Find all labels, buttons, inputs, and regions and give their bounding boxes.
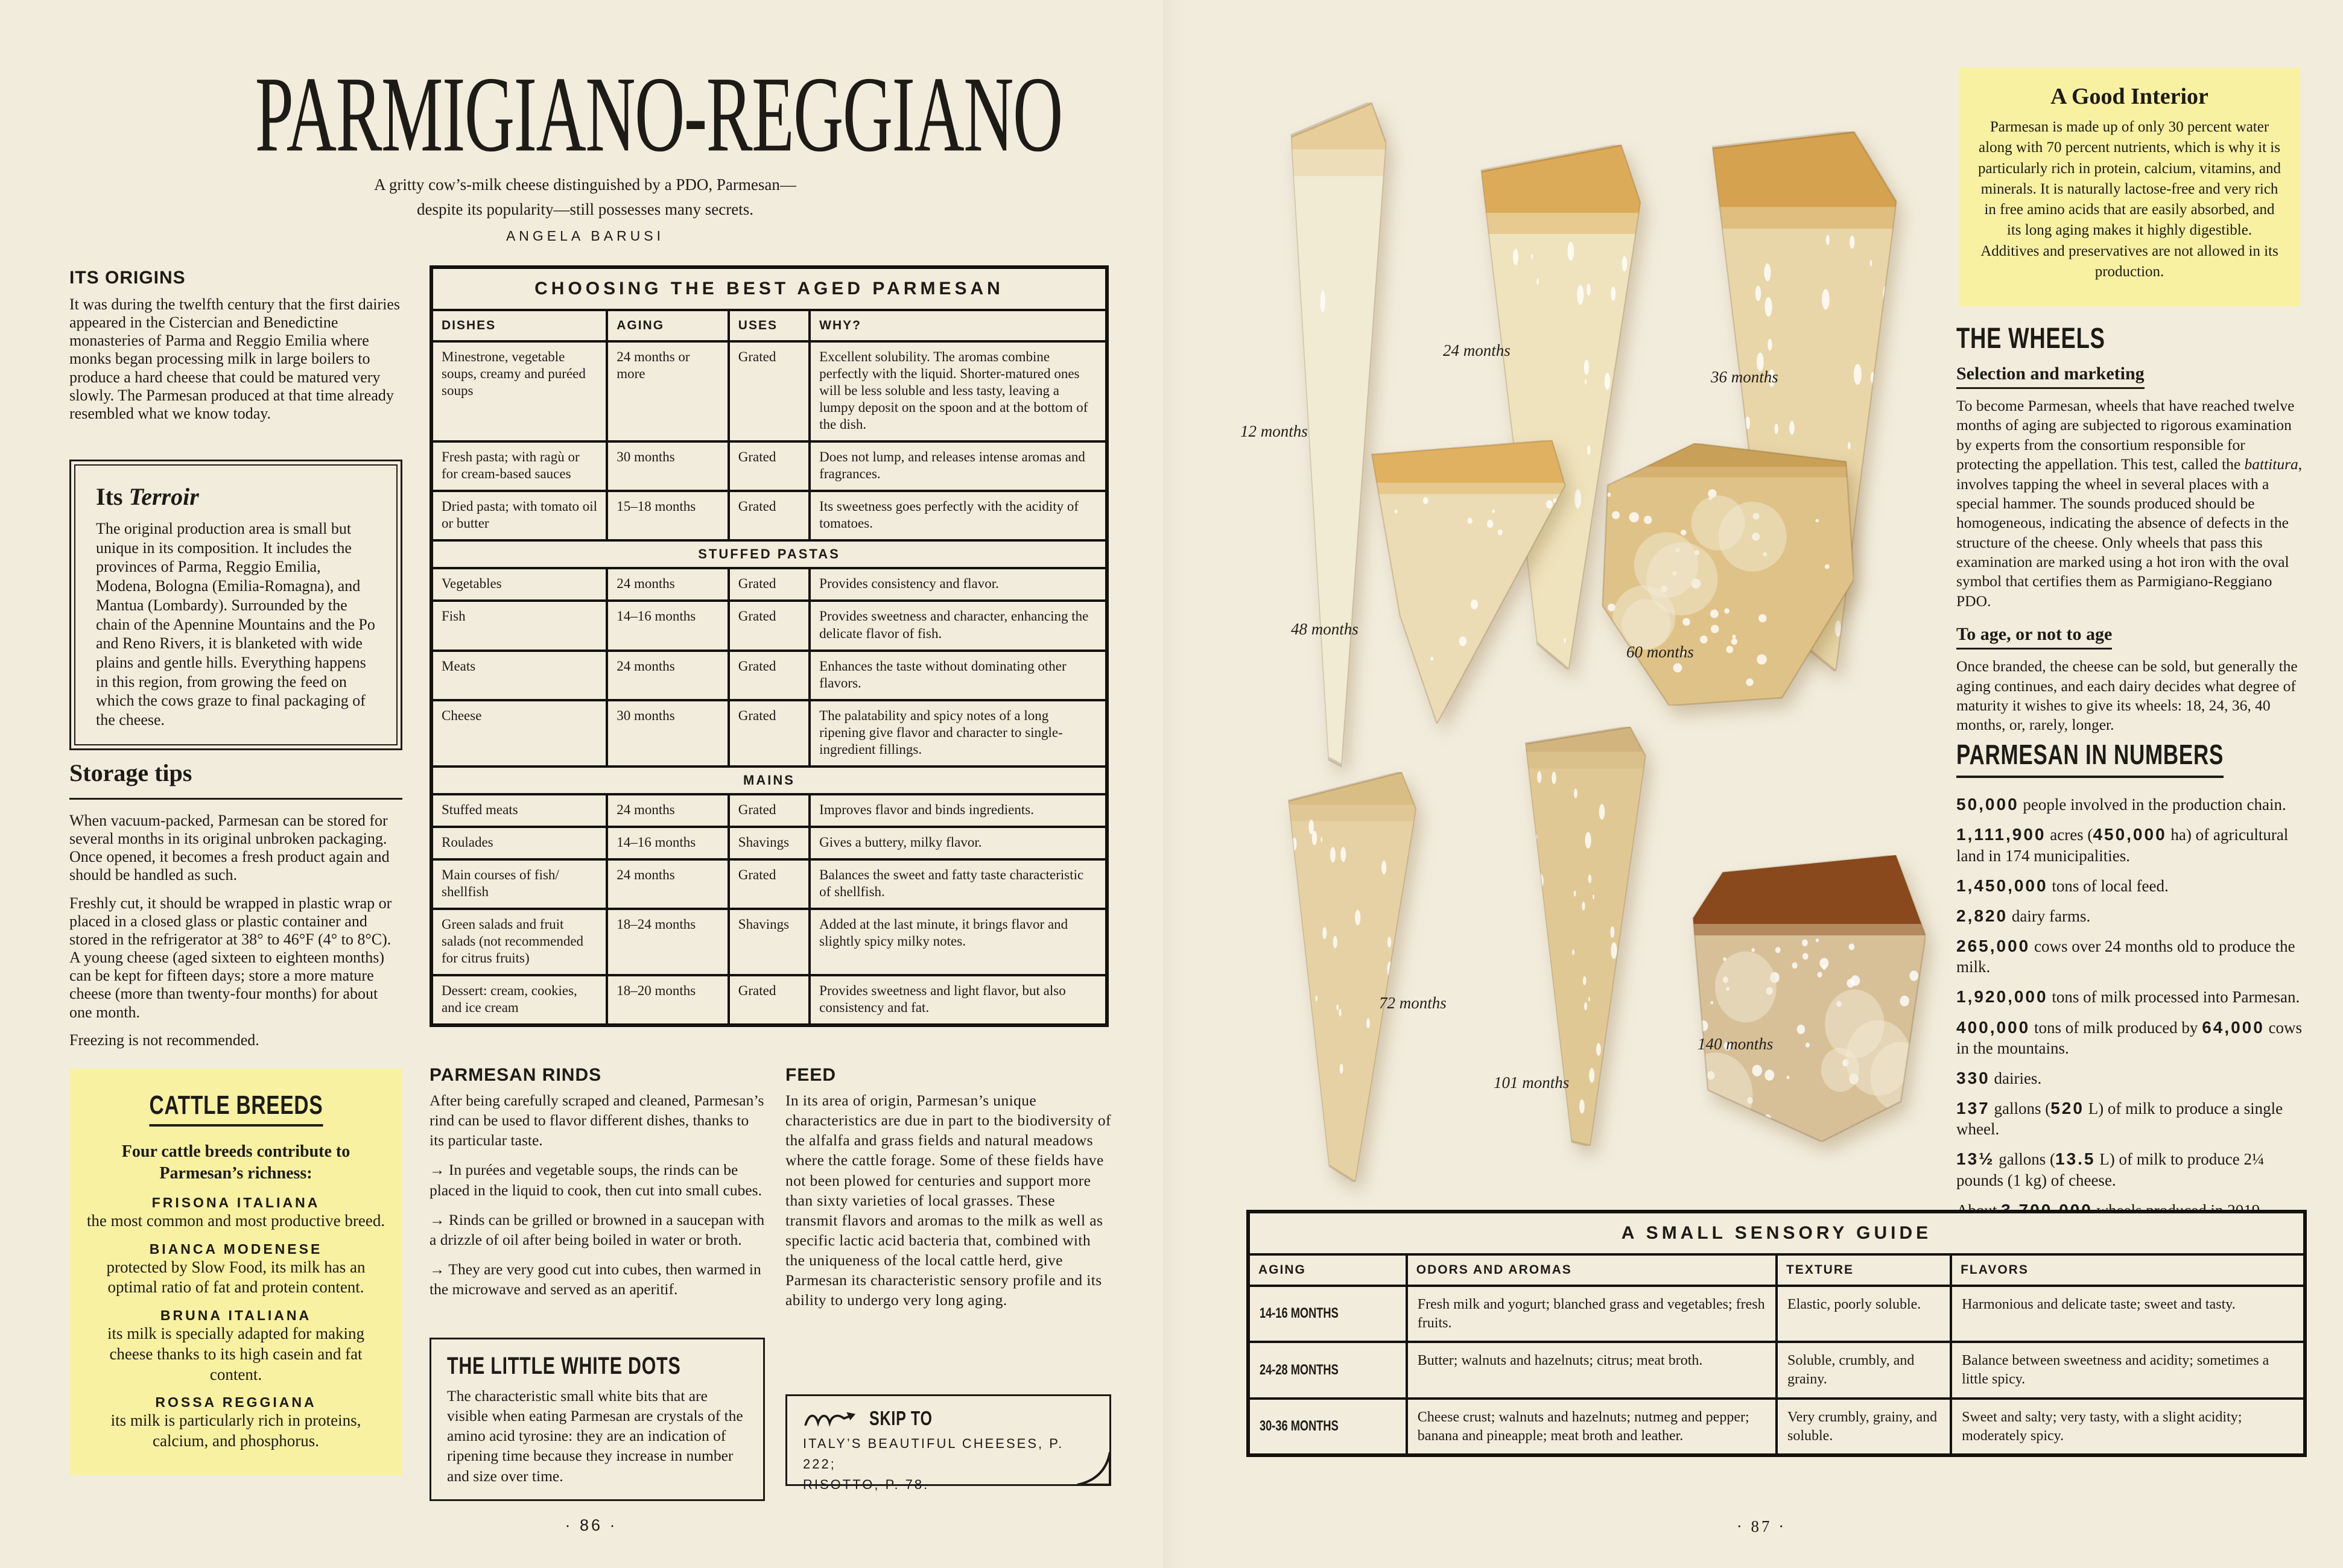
aged-row: [431, 568, 1107, 601]
cattle-intro: Four cattle breeds contribute to Parmesan’s richness:: [121, 1142, 350, 1183]
skip-to-refs: [803, 1434, 1094, 1495]
aged-cell: 24 months or more: [607, 341, 729, 441]
aged-cell: Fresh pasta; with ragù or for cream-based sauces: [431, 441, 607, 491]
storage-heading: Storage tips: [69, 759, 402, 800]
storage-para: Freshly cut, it should be wrapped in plastic wrap or placed in a closed glass or plastic container and stored in the refrigerator at 38° to 46°F (4° to 8°C). A young cheese (aged sixteen to eighteen months) can be kept for fifteen days; store a more mature cheese (more than twenty-four months) for about one month.: [69, 894, 392, 1021]
aged-row: [431, 441, 1107, 491]
number-value: 400,000: [1956, 1017, 2031, 1037]
number-value: 520: [2050, 1099, 2084, 1118]
sensory-col-header: TEXTURE: [1777, 1254, 1951, 1286]
aged-cell: Stuffed meats: [431, 794, 607, 827]
wedge-label-140-months: 140 months: [1698, 1035, 1774, 1053]
aged-cell: Grated: [729, 700, 810, 767]
page-fold: [1163, 0, 1184, 1568]
aged-row: [431, 491, 1107, 540]
terroir-box: [69, 460, 402, 750]
number-value: 50,000: [1956, 795, 2019, 814]
breed-name: BIANCA MODENESE: [149, 1241, 323, 1257]
terroir-body: The original production area is small but unique in its composition. It includes the provinces of Parma, Reggio Emilia, Modena, Bologna (Emilia-Romagna), and Mantua (Lombardy). Surrounded by the chain of the Apennine Mountains and the Po and Reno Rivers, it is blanketed with wide plains and gentle hills. Everything happens in this region, from growing the feed on which the cows graze to final packaging of the cheese.: [96, 520, 375, 729]
aged-parmesan-table: [430, 265, 1109, 1027]
number-value: 1,920,000: [1956, 987, 2048, 1007]
aged-cell: Green salads and fruit salads (not recommended for citrus fruits): [431, 909, 607, 975]
terroir-heading: Its Terroir: [96, 483, 199, 510]
sensory-texture: Very crumbly, grainy, and soluble.: [1777, 1399, 1951, 1455]
aged-cell: Vegetables: [431, 568, 607, 601]
cheese-wedge-72-months: [1274, 772, 1419, 1182]
sensory-flavors: Harmonious and delicate taste; sweet and tasty.: [1951, 1286, 2305, 1342]
sensory-row: [1248, 1286, 2305, 1342]
aged-cell: Gives a buttery, milky flavor.: [810, 827, 1107, 859]
sensory-row: [1248, 1399, 2305, 1455]
aged-cell: 30 months: [607, 700, 729, 767]
aged-col-header: AGING: [607, 310, 729, 341]
aged-row: [431, 909, 1107, 975]
cattle-heading: CATTLE BREEDS: [149, 1090, 323, 1127]
wheels-subhead-2: To age, or not to age: [1956, 624, 2112, 650]
aged-cell: Grated: [729, 441, 810, 491]
wedge-label-24-months: 24 months: [1443, 341, 1511, 359]
aged-row: [431, 794, 1107, 827]
aged-cell: 15–18 months: [607, 491, 729, 540]
number-item: 1,111,900 acres (450,000 ha) of agricultural land in 174 municipalities.: [1956, 825, 2289, 865]
sensory-row: [1248, 1342, 2305, 1398]
breed-desc: protected by Slow Food, its milk has an optimal ratio of fat and protein content.: [106, 1257, 366, 1297]
feed-body: In its area of origin, Parmesan’s unique characteristics are due in part to the biodiversity of the alfalfa and grass fields and natural meadows where the cattle forage. Some of these fields have not been plowed for centuries and support more than sixty varieties of local grasses. These transmit flavors and aromas to the milk as well as specific lactic acid bacteria that, combined with the uniqueness of the local cattle herd, give Parmesan its characteristic sensory profile and its ability to undergo very long aging.: [785, 1092, 1111, 1309]
sensory-flavors: Balance between sweetness and acidity; sometimes a little spicy.: [1951, 1342, 2305, 1398]
folio-right: · 87 ·: [1736, 1517, 1787, 1535]
number-value: 64,000: [2202, 1017, 2265, 1037]
number-item: 265,000 cows over 24 months old to produce the milk.: [1956, 937, 2295, 976]
number-item: 2,820 dairy farms.: [1956, 906, 2091, 925]
breed-desc: the most common and most productive breed.: [86, 1211, 385, 1230]
aged-cell: Minestrone, vegetable soups, creamy and puréed soups: [431, 341, 607, 441]
number-value: 450,000: [2093, 825, 2167, 844]
aged-cell: Shavings: [729, 909, 810, 975]
aged-cell: Grated: [729, 341, 810, 441]
sensory-table-wrap: [1246, 1210, 2307, 1457]
aged-row: [431, 651, 1107, 700]
aged-cell: Grated: [729, 859, 810, 909]
wedge-label-12-months: 12 months: [1240, 422, 1308, 440]
aged-col-header: DISHES: [431, 310, 607, 341]
numbers-heading: PARMESAN IN NUMBERS: [1956, 738, 2224, 778]
aged-cell: Grated: [729, 568, 810, 601]
rinds-section: [430, 1065, 765, 1309]
white-dots-body: The characteristic small white bits that are visible when eating Parmesan are crystals of the amino acid tyrosine: they are an indication of ripening time because they increase in number and size over time.: [447, 1387, 743, 1485]
author-byline: ANGELA BARUSI: [506, 228, 665, 244]
white-dots-box: [430, 1338, 765, 1501]
aged-cell: 14–16 months: [607, 601, 729, 650]
sensory-flavors: Sweet and salty; very tasty, with a slight acidity; moderately spicy.: [1951, 1399, 2305, 1455]
aged-cell: Excellent solubility. The aromas combine perfectly with the liquid. Shorter-matured ones will be less soluble and less tasty, leaving a lumpy deposit on the spoon and at the bottom of the dish.: [810, 341, 1107, 441]
aged-cell: Grated: [729, 794, 810, 827]
breed-item: [86, 1195, 385, 1231]
aged-cell: Meats: [431, 651, 607, 700]
number-item: 330 dairies.: [1956, 1068, 2042, 1087]
wedge-label-101-months: 101 months: [1494, 1073, 1570, 1092]
aged-section-row: MAINS: [431, 767, 1107, 794]
aged-cell: 14–16 months: [607, 827, 729, 859]
page-title: PARMIGIANO-REGGIANO: [255, 54, 1062, 174]
rinds-bullet: → In purées and vegetable soups, the rinds can be placed in the liquid to cook, then cut into small cubes.: [430, 1161, 762, 1199]
aged-col-header: USES: [729, 310, 810, 341]
sensory-aging: 30-36 MONTHS: [1248, 1399, 1407, 1455]
number-value: 330: [1956, 1068, 1990, 1087]
skip-ref-1: ITALY’S BEAUTIFUL CHEESES, P. 222;: [803, 1436, 1064, 1472]
aged-cell: Added at the last minute, it brings flavor and slightly spicy milky notes.: [810, 909, 1107, 975]
breed-desc: its milk is particularly rich in proteins, calcium, and phosphorus.: [110, 1411, 361, 1450]
number-value: 13.5: [2055, 1149, 2096, 1169]
wheels-body-1: To become Parmesan, wheels that have reached twelve months of aging are subjected to rigorous examination by experts from the consortium responsible for protecting the appellation. This test, called the battitura, involves tapping the wheel in several places with a special hammer. The sounds produced should be homogeneous, indicating the absence of defects in the structure of the cheese. Only wheels that pass this examination are marked using a hot iron with the oval symbol that certifies them as Parmigiano-Reggiano PDO.: [1956, 397, 2303, 610]
wheels-subhead-1: Selection and marketing: [1956, 364, 2145, 389]
breed-item: [86, 1307, 385, 1385]
number-value: 137: [1956, 1099, 1990, 1118]
breed-item: [86, 1394, 385, 1452]
numbers-section: [1956, 738, 2313, 1230]
aged-cell: 30 months: [607, 441, 729, 491]
origins-heading: ITS ORIGINS: [69, 268, 186, 288]
sensory-odors: Fresh milk and yogurt; blanched grass and vegetables; fresh fruits.: [1407, 1286, 1777, 1342]
storage-para: When vacuum-packed, Parmesan can be stored for several months in its original unbroken packaging. Once opened, it becomes a fresh product again and should be handled as such.: [69, 812, 390, 884]
wheels-heading: THE WHEELS: [1956, 323, 2105, 355]
storage-paragraphs: [69, 812, 402, 1059]
number-item: 1,920,000 tons of milk processed into Parmesan.: [1956, 987, 2300, 1007]
aged-cell: 18–20 months: [607, 975, 729, 1025]
aged-cell: Balances the sweet and fatty taste characteristic of shellfish.: [810, 859, 1107, 909]
sensory-aging: 24-28 MONTHS: [1248, 1342, 1407, 1398]
sensory-aging: 14-16 MONTHS: [1248, 1286, 1407, 1342]
number-value: 265,000: [1956, 937, 2031, 956]
number-item: 13½ gallons (13.5 L) of milk to produce 2¼ pounds (1 kg) of cheese.: [1956, 1149, 2265, 1189]
aged-cell: Fish: [431, 601, 607, 650]
aged-cell: 18–24 months: [607, 909, 729, 975]
aged-cell: Dessert: cream, cookies, and ice cream: [431, 975, 607, 1025]
breed-name: FRISONA ITALIANA: [151, 1194, 320, 1210]
aged-cell: Shavings: [729, 827, 810, 859]
aged-cell: Its sweetness goes perfectly with the acidity of tomatoes.: [810, 491, 1107, 540]
wedge-label-72-months: 72 months: [1379, 994, 1447, 1012]
rinds-body: [430, 1090, 765, 1299]
aged-cell: Does not lump, and releases intense aromas and fragrances.: [810, 441, 1107, 491]
title-block: [127, 52, 1062, 174]
white-dots-heading: THE LITTLE WHITE DOTS: [447, 1353, 681, 1379]
aged-row: [431, 827, 1107, 859]
good-interior-box: [1959, 68, 2300, 306]
rinds-bullet: → Rinds can be grilled or browned in a saucepan with a drizzle of oil after being boiled in water or broth.: [430, 1210, 765, 1248]
aged-cell: Provides consistency and flavor.: [810, 568, 1107, 601]
sensory-texture: Soluble, crumbly, and grainy.: [1777, 1342, 1951, 1398]
sensory-table-title: A SMALL SENSORY GUIDE: [1248, 1212, 2305, 1254]
aged-row: [431, 859, 1107, 909]
good-interior-body: Parmesan is made up of only 30 percent water along with 70 percent nutrients, which is why it is particularly rich in protein, calcium, vitamins, and minerals. It is naturally lactose-free and very rich in free amino acids that are easily absorbed, and its long aging makes it highly digestible. Additives and preservatives are not allowed in its production.: [1978, 119, 2281, 280]
cattle-breeds-box: [69, 1069, 402, 1475]
aged-cell: 24 months: [607, 568, 729, 601]
aged-cell: Grated: [729, 601, 810, 650]
skip-ref-2: RISOTTO, P. 78.: [803, 1477, 930, 1493]
aged-row: [431, 975, 1107, 1025]
number-value: 1,450,000: [1956, 876, 2048, 895]
storage-para: Freezing is not recommended.: [69, 1031, 259, 1049]
subtitle-line-2: despite its popularity—still possesses many secrets.: [417, 200, 753, 218]
cheese-wedge-60-months: [1597, 443, 1854, 706]
aged-cell: Grated: [729, 651, 810, 700]
good-interior-heading: A Good Interior: [2050, 84, 2208, 109]
rinds-bullet: → They are very good cut into cubes, then warmed in the microwave and served as an aperitif.: [430, 1260, 761, 1298]
aged-row: [431, 700, 1107, 767]
wedge-label-48-months: 48 months: [1291, 620, 1359, 638]
rinds-intro: After being carefully scraped and cleaned, Parmesan’s rind can be used to flavor different dishes, thanks to its particular taste.: [430, 1092, 764, 1149]
sensory-odors: Cheese crust; walnuts and hazelnuts; nutmeg and pepper; banana and pineapple; meat broth and leather.: [1407, 1399, 1777, 1455]
aged-section-row: STUFFED PASTAS: [431, 540, 1107, 568]
aged-col-header: WHY?: [810, 310, 1107, 341]
number-item: 1,450,000 tons of local feed.: [1956, 876, 2169, 895]
folded-corner-icon: [1076, 1451, 1111, 1486]
wedge-label-36-months: 36 months: [1711, 368, 1778, 386]
subtitle-line-1: A gritty cow’s-milk cheese distinguished by a PDO, Parmesan—: [374, 175, 796, 194]
numbers-list: [1956, 794, 2313, 1221]
sensory-col-header: FLAVORS: [1951, 1254, 2305, 1286]
aged-cell: Grated: [729, 975, 810, 1025]
aged-cell: 24 months: [607, 651, 729, 700]
number-item: 137 gallons (520 L) of milk to produce a single wheel.: [1956, 1099, 2283, 1139]
aged-table-title: CHOOSING THE BEST AGED PARMESAN: [431, 267, 1107, 310]
aged-table-wrap: [430, 265, 1109, 1027]
aged-row: [431, 601, 1107, 650]
aged-cell: Main courses of fish/ shellfish: [431, 859, 607, 909]
wheels-section: [1956, 322, 2307, 735]
number-item: 400,000 tons of milk produced by 64,000 cows in the mountains.: [1956, 1017, 2303, 1057]
number-value: 13½: [1956, 1149, 1995, 1169]
aged-cell: Roulades: [431, 827, 607, 859]
aged-cell: Enhances the taste without dominating other flavors.: [810, 651, 1107, 700]
rinds-heading: PARMESAN RINDS: [430, 1065, 602, 1085]
sensory-guide-table: [1246, 1210, 2307, 1457]
sensory-texture: Elastic, poorly soluble.: [1777, 1286, 1951, 1342]
subtitle: [259, 172, 911, 221]
sensory-col-header: AGING: [1248, 1254, 1407, 1286]
cattle-breed-list: [86, 1195, 385, 1452]
cheese-wedge-140-months: [1678, 855, 1926, 1142]
aged-cell: 24 months: [607, 859, 729, 909]
number-value: 2,820: [1956, 906, 2008, 925]
breed-item: [86, 1241, 385, 1298]
aged-row: [431, 341, 1107, 441]
skip-to-label: SKIP TO: [869, 1407, 933, 1429]
number-item: 50,000 people involved in the production chain.: [1956, 795, 2286, 814]
feed-section: [785, 1065, 1111, 1310]
aged-cell: Grated: [729, 491, 810, 540]
cheese-wedge-48-months: [1350, 440, 1567, 724]
origins-body: It was during the twelfth century that the first dairies appeared in the Cistercian and Benedictine monasteries of Parma and Reggio Emilia where monks began processing milk in large boilers to produce a hard cheese that could be matured very slowly. The Parmesan produced at that time already resembled what we know today.: [69, 296, 401, 422]
skip-to-box: [785, 1394, 1111, 1493]
breed-name: ROSSA REGGIANA: [155, 1394, 317, 1411]
aged-cell: Dried pasta; with tomato oil or butter: [431, 491, 607, 540]
breed-name: BRUNA ITALIANA: [160, 1307, 312, 1324]
sensory-odors: Butter; walnuts and hazelnuts; citrus; meat broth.: [1407, 1342, 1777, 1398]
number-value: 1,111,900: [1956, 825, 2046, 844]
feed-heading: FEED: [785, 1065, 837, 1085]
aged-cell: Provides sweetness and character, enhancing the delicate flavor of fish.: [810, 601, 1107, 650]
breed-desc: its milk is specially adapted for making cheese thanks to its high casein and fat content.: [107, 1324, 364, 1383]
aged-cell: The palatability and spicy notes of a long ripening give flavor and character to single-ingredient fillings.: [810, 700, 1107, 767]
folio-left: · 86 ·: [565, 1516, 618, 1534]
sensory-col-header: ODORS AND AROMAS: [1407, 1254, 1777, 1286]
aged-cell: Provides sweetness and light flavor, but also consistency and fat.: [810, 975, 1107, 1025]
squiggle-arrow-icon: [803, 1408, 861, 1429]
aged-cell: Improves flavor and binds ingredients.: [810, 794, 1107, 827]
wedge-label-60-months: 60 months: [1626, 643, 1694, 661]
wheels-body-2: Once branded, the cheese can be sold, but generally the aging continues, and each dairy decides what degree of maturity it wishes to give its wheels: 18, 24, 36, 40 months, or, rarely, longer.: [1956, 657, 2298, 734]
aged-cell: 24 months: [607, 794, 729, 827]
aged-cell: Cheese: [431, 700, 607, 767]
